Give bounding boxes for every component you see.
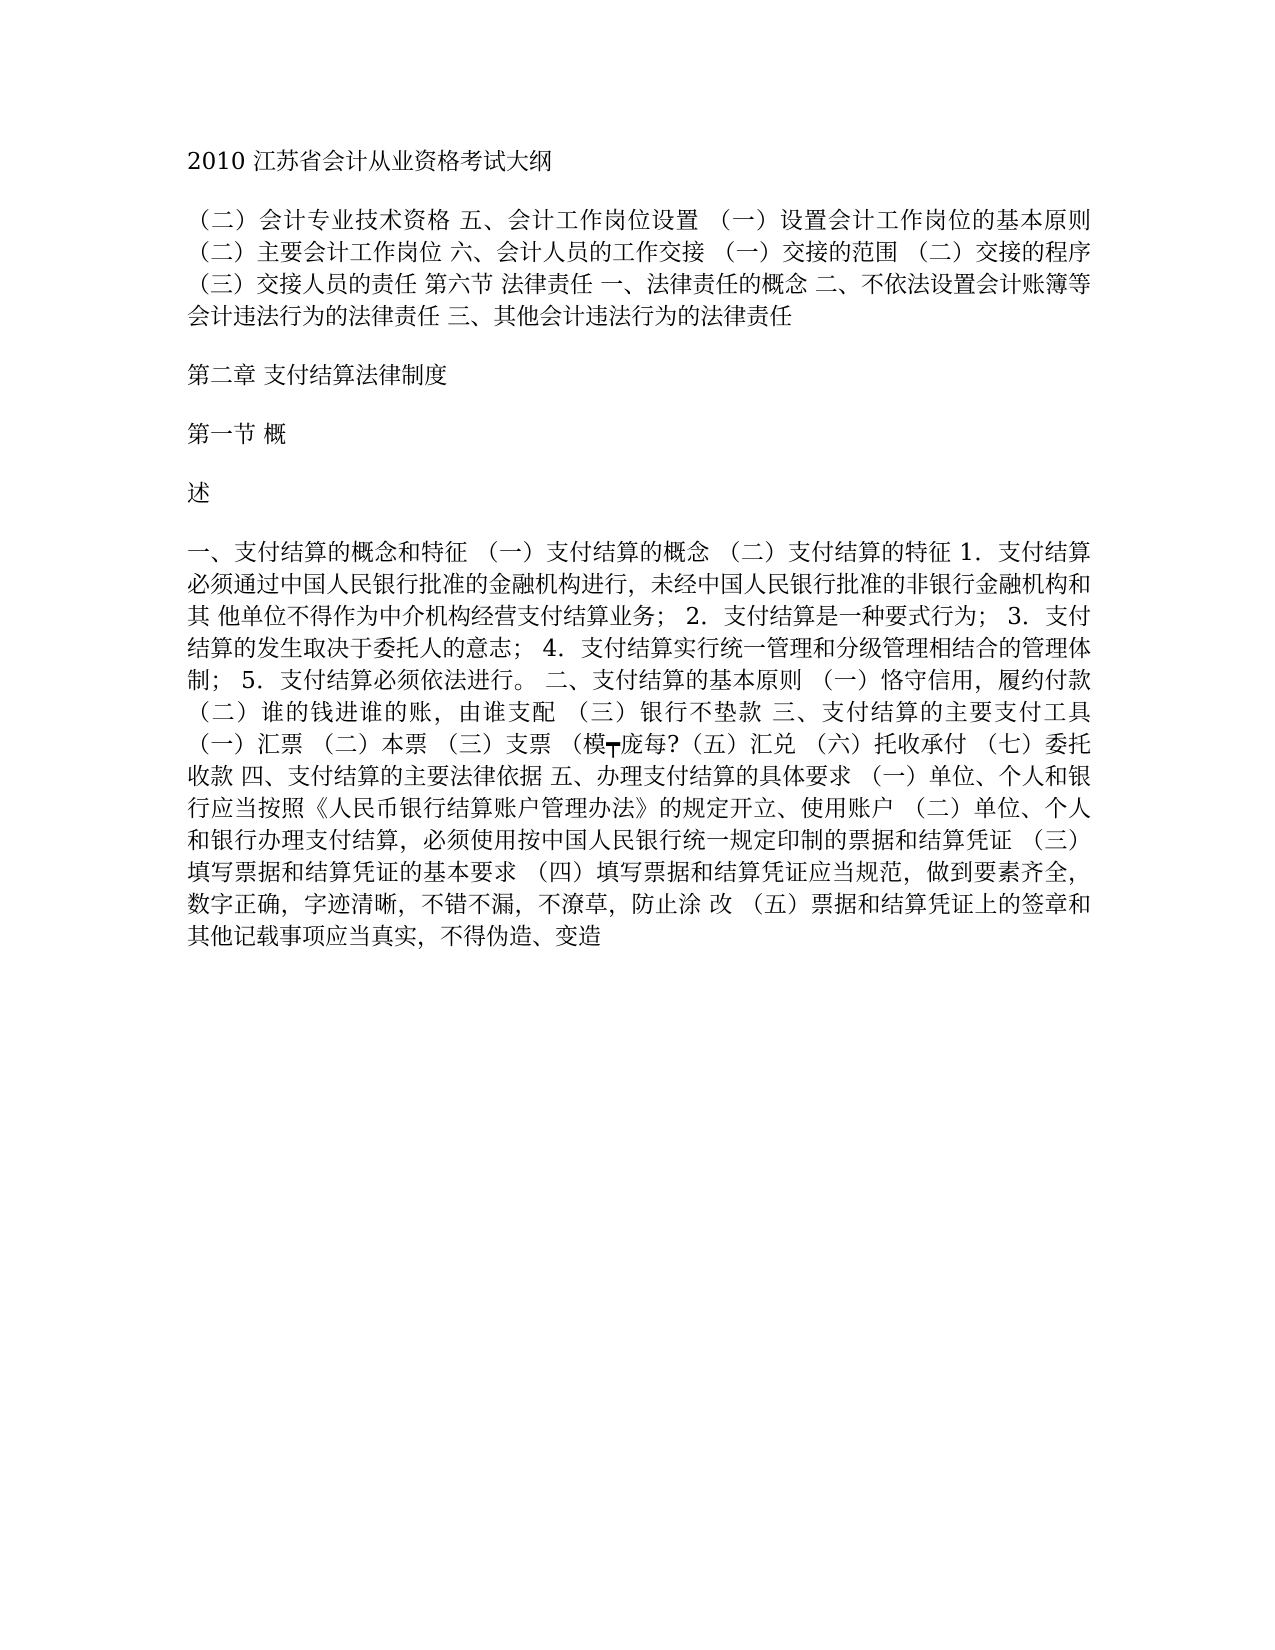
document-title: 2010 江苏省会计从业资格考试大纲 <box>187 149 552 175</box>
paragraph-accounting-positions: （二）会计专业技术资格 五、会计工作岗位设置 （一）设置会计工作岗位的基本原则 （二）主要会计工作岗位 六、会计人员的工作交接 （一）交接的范围 （二）交接的程序 （三）交接人员的责任 第六节 法律责任 一、法律责任的概念 二、不依法设置会计账簿等会计违法行为的法律责任 三、其他会计违法行为的法律责任 <box>187 208 1091 330</box>
section-heading-tail: 述 <box>187 481 210 507</box>
section-heading: 第一节 概 <box>187 422 287 448</box>
paragraph-payment-settlement: 一、支付结算的概念和特征 （一）支付结算的概念 （二）支付结算的特征 1．支付结算必须通过中国人民银行批准的金融机构进行，未经中国人民银行批准的非银行金融机构和其 他单位不得作为中介机构经营支付结算业务； 2．支付结算是一种要式行为； 3．支付结算的发生取决于委托人的意志； 4．支付结算实行统一管理和分级管理相结合的管理体制； 5．支付结算必须依法进行。 二、支付结算的基本原则 （一）恪守信用，履约付款 （二）谁的钱进谁的账，由谁支配 （三）银行不垫款 三、支付结算的主要支付工具 （一）汇票 （二）本票 （三）支票 （模┯庞每?（五）汇兑 （六）托收承付 （七）委托收款 四、支付结算的主要法律依据 五、办理支付结算的具体要求 （一）单位、个人和银行应当按照《人民币银行结算账户管理办法》的规定开立、使用账户 （二）单位、个人和银行办理支付结算，必须使用按中国人民银行统一规定印制的票据和结算凭证 （三）填写票据和结算凭证的基本要求 （四）填写票据和结算凭证应当规范，做到要素齐全，数字正确，字迹清晰，不错不漏，不潦草，防止涂 改 （五）票据和结算凭证上的签章和其他记载事项应当真实，不得伪造、变造 <box>187 540 1091 950</box>
document-body <box>187 146 1091 953</box>
chapter-heading: 第二章 支付结算法律制度 <box>187 363 448 389</box>
